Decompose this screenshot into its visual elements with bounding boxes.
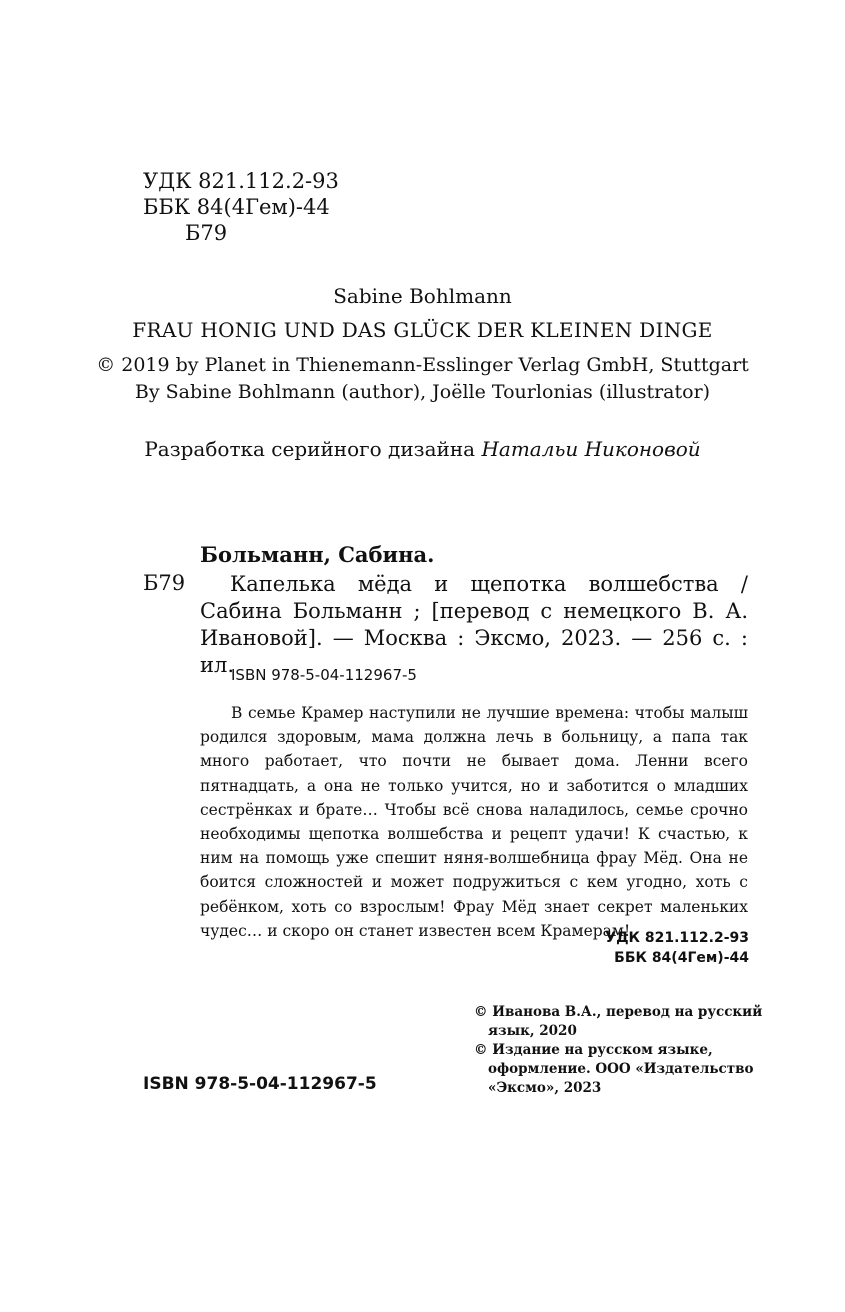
catalog-entry-description: Капелька мёда и щепотка волшебства / Сабина Больманн ; [перевод с немецкого В. А. Ивановой]. — Москва : Эксмо, 2023. — 256 с. : ил. xyxy=(200,572,748,677)
original-copyright-line: © 2019 by Planet in Thienemann-Esslinger Verlag GmbH, Stuttgart xyxy=(96,354,749,376)
series-design-credit xyxy=(0,437,845,461)
original-author: Sabine Bohlmann xyxy=(333,284,512,308)
index-udk: УДК 821.112.2-93 xyxy=(605,930,749,946)
catalog-entry-code: Б79 xyxy=(143,571,186,595)
design-credit-prefix: Разработка серийного дизайна xyxy=(144,437,482,461)
designer-name: Натальи Никоновой xyxy=(481,437,701,461)
author-mark: Б79 xyxy=(185,221,228,245)
book-annotation: В семье Крамер наступили не лучшие времена: чтобы малыш родился здоровым, мама должна лечь в больницу, а папа так много работает, что почти не бывает дома. Ленни всего пятнадцать, а она не только учится, но и заботится о младших сестрёнках и брате… Чтобы всё снова наладилось, семье срочно необходимы щепотка волшебства и рецепт удачи! К счастью, к ним на помощь уже спешит няня-волшебница фрау Мёд. Она не боится сложностей и может подружиться с кем угодно, хоть с ребёнком, хоть со взрослым! Фрау Мёд знает секрет маленьких чудес… и скоро он станет известен всем Крамерам! xyxy=(200,704,748,940)
copyright-notices xyxy=(474,1003,764,1098)
original-credits-line: By Sabine Bohlmann (author), Joëlle Tourlonias (illustrator) xyxy=(134,381,711,403)
copyright-translation: © Иванова В.А., перевод на русский язык, 2020 xyxy=(474,1004,763,1039)
isbn-bottom: ISBN 978-5-04-112967-5 xyxy=(143,1074,377,1094)
original-copyright-block xyxy=(0,352,845,406)
udk-code: УДК 821.112.2-93 xyxy=(143,169,339,193)
bbk-code: ББК 84(4Гем)-44 xyxy=(143,195,330,219)
index-bbk: ББК 84(4Гем)-44 xyxy=(614,950,749,966)
classification-block xyxy=(143,168,339,246)
index-codes xyxy=(605,928,749,968)
original-title: FRAU HONIG UND DAS GLÜCK DER KLEINEN DINGE xyxy=(132,318,713,342)
catalog-entry-author: Больманн, Сабина. xyxy=(200,542,435,567)
catalog-entry-isbn: ISBN 978-5-04-112967-5 xyxy=(231,666,417,684)
copyright-edition: © Издание на русском языке, оформление. ООО «Издательство «Эксмо», 2023 xyxy=(474,1042,754,1096)
